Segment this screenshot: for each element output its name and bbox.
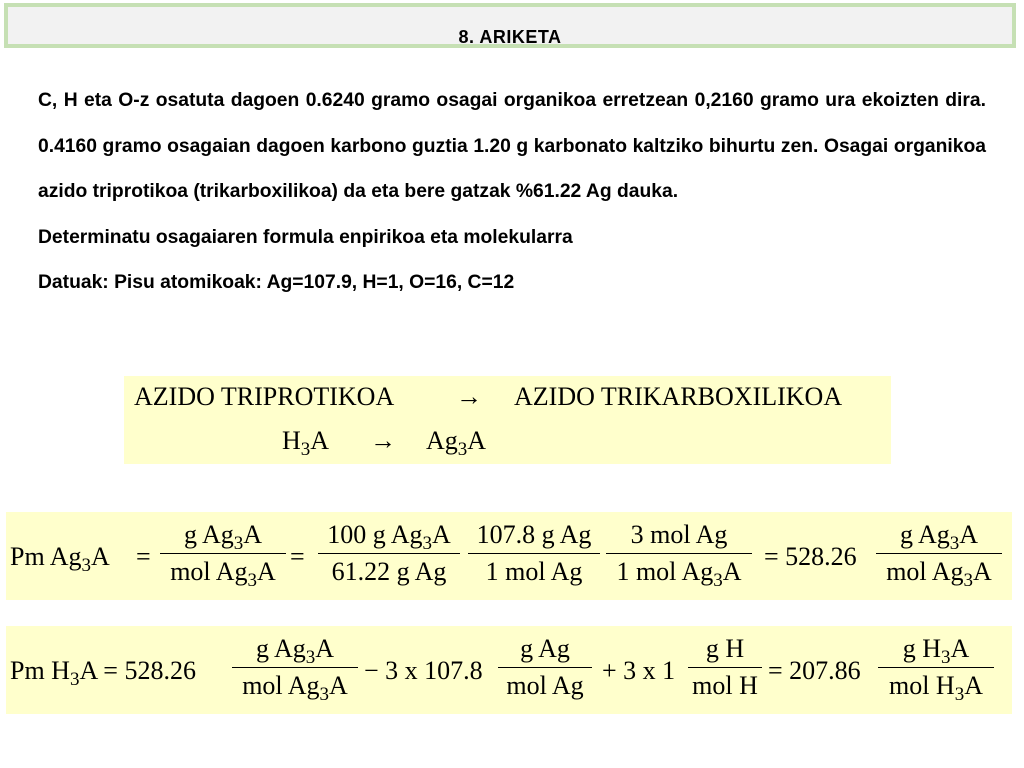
problem-task: Determinatu osagaiaren formula enpirikoa eta molekularra: [38, 226, 573, 248]
equals-sign: =: [290, 542, 305, 571]
tricarboxylic-acid-label: AZIDO TRIKARBOXILIKOA: [514, 382, 843, 411]
fraction-acid-unit: g $H_3A$ mol $H_3A$: [878, 636, 994, 699]
triprotic-acid-label: AZIDO TRIPROTIKOA: [134, 382, 395, 411]
problem-statement: [38, 78, 986, 306]
fraction-silver-ratio: 3 mol Ag 1 mol $Ag_3A$: [606, 522, 752, 585]
problem-data: Datuak: Pisu atomikoak: Ag=107.9, H=1, O=16, C=12: [38, 272, 515, 293]
arrow-icon: →: [456, 382, 482, 411]
hydrogen-addition-term: + 3 x 1: [602, 656, 676, 685]
acid-molar-mass-result: = 207.86: [768, 656, 861, 685]
problem-paragraph: C, H eta O-z osatuta dagoen 0.6240 gramo osagai organikoa erretzean 0,2160 gramo ura ekoizten dira. 0.4160 gramo osagaian dagoen karbono guztia 1.20 g karbonato kaltziko bihurtu zen. Osagai organikoa azido triprotikoa (trikarboxilikoa) da eta bere gatzak %61.22 Ag dauka.: [38, 90, 986, 202]
fraction-hydrogen-unit: g H mol H: [688, 636, 762, 699]
equals-sign: =: [136, 542, 151, 571]
salt-formula: $Ag_3A$: [426, 426, 487, 460]
fraction-salt-unit: g $Ag_3A$ mol $Ag_3A$: [160, 522, 286, 585]
acid-molar-mass-box: [6, 626, 1012, 714]
fraction-salt-unit: g $Ag_3A$ mol $Ag_3A$: [232, 636, 358, 699]
salt-molar-mass-box: [6, 512, 1012, 600]
silver-subtraction-term: − 3 x 107.8: [364, 656, 483, 685]
salt-molar-mass-result: = 528.26: [764, 542, 857, 571]
title-bar: [4, 3, 1016, 48]
acid-formula: $H_3A$: [282, 426, 330, 460]
arrow-icon: →: [370, 426, 396, 455]
acid-molar-mass-lhs: Pm $H_3A = 528.26$: [10, 656, 196, 690]
fraction-salt-percent: 100 g $Ag_3A$ 61.22 g Ag: [318, 522, 460, 585]
fraction-silver-mass: 107.8 g Ag 1 mol Ag: [468, 522, 600, 585]
fraction-result-unit: g $Ag_3A$ mol $Ag_3A$: [876, 522, 1002, 585]
acid-definition-box: [124, 376, 891, 464]
slide-title: 8. ARIKETA: [458, 27, 562, 47]
salt-molar-mass-lhs: Pm $Ag_3A$: [10, 542, 110, 576]
fraction-silver-unit: g Ag mol Ag: [498, 636, 592, 699]
